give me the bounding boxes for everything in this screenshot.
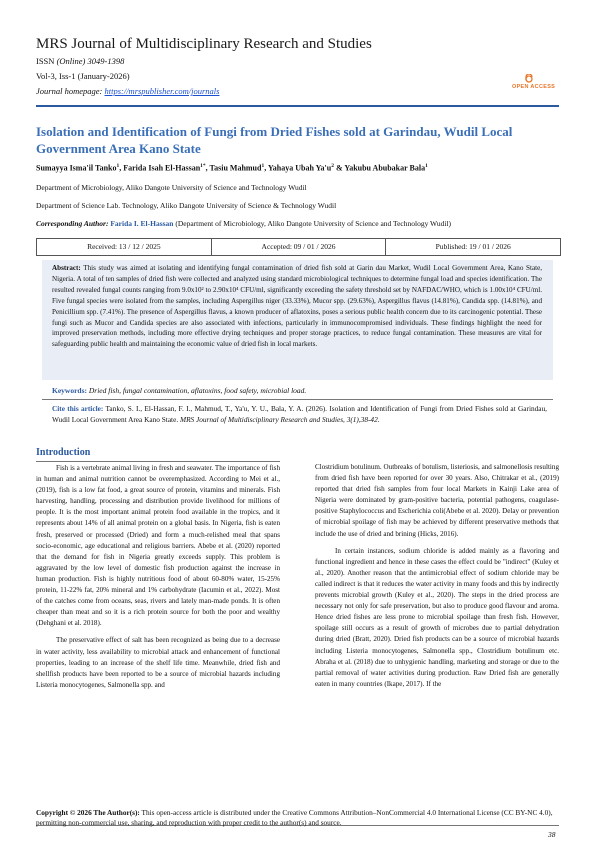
column-right: [315, 462, 559, 696]
open-access-icon: [512, 74, 560, 106]
copyright-footer: [36, 808, 559, 828]
author-affil-mark: 1: [116, 163, 120, 169]
homepage-link[interactable]: https://mrspublisher.com/journals: [104, 86, 220, 96]
open-access-label: OPEN ACCESS: [512, 84, 556, 90]
author-name: Farida Isah El-Hassan: [123, 163, 201, 173]
article-title: Isolation and Identification of Fungi from Dried Fishes sold at Garindau, Wudil Local Government Area Kano State: [36, 124, 513, 156]
published-date: Published: 19 / 01 / 2026: [435, 242, 511, 251]
author-name: Yakubu Abubakar Bala: [344, 163, 426, 173]
author-affil-mark: 2: [331, 163, 334, 169]
cite-text: Tanko, S. I., El-Hassan, F. I., Mahmud, T., Ya'u, Y. U., Bala, Y. A. (2026). Isolation and Identification of Fungi from Dried Fishes sold at Garindau, Wudil Local Government Area Kano State.: [52, 404, 548, 424]
copyright-label: Copyright © 2026 The Author(s):: [36, 808, 140, 817]
section-heading-introduction: Introduction: [36, 447, 91, 458]
journal-title: MRS Journal of Multidisciplinary Research and Studies: [36, 36, 372, 52]
header-divider: [36, 105, 559, 107]
author-affil-mark: 1: [261, 163, 265, 169]
journal-homepage: [36, 86, 219, 96]
cite-label: Cite this article:: [52, 404, 104, 413]
copyright-text: This open-access article is distributed under the Creative Commons Attribution–NonCommercial 4.0 International License (CC BY-NC 4.0), permitting non-commercial use, sharing, and reproduction with proper credit to the author(s) and source.: [36, 808, 553, 827]
author-list: Sumayya Isma'il Tanko$^1$, Farida Isah El-Hassan$^{1*}$, Tasiu Mahmud$^1$, Yahaya Ubah $Ya'u^2$ & Yakubu Abubakar Bala$^1$: [36, 163, 428, 173]
page-number: 38: [548, 830, 556, 839]
citation: [52, 404, 547, 426]
column-left: [36, 463, 280, 697]
cite-journal: MRS Journal of Multidisciplinary Research and Studies, 3(1),38-42.: [179, 414, 380, 424]
keywords: [52, 386, 552, 395]
issn-type: (Online): [56, 56, 86, 66]
issn: [36, 56, 124, 66]
author-affil-mark: 1*: [200, 163, 206, 169]
homepage-label: Journal homepage:: [36, 86, 103, 96]
issn-number: 3049-1398: [87, 56, 125, 66]
author-name: Sumayya Isma'il Tanko: [36, 163, 117, 173]
abstract: [52, 263, 542, 350]
paragraph: Fish is a vertebrate animal living in fresh and seawater. The importance of fish in human and animal nutrition cannot be overemphasized. According to Mei et al., (2019), fish is a low fat food, a great source of protein, vitamins and minerals. Fish harvesting, handling, processing and distribution provide livelihood for millions of people. It is the most important animal protein food available in the tropics, and it represents about 14% of all animal protein on a global basis. In Nigeria, fish is eaten fresh, preserved or processed (Dried) and form a much-relished meal that spans socio-economic, age educational and religious barriers. Abebe et al. (2020) reported that the demand for fish in Nigeria greatly exceeds supply. This problem is aggravated by the low level of domestic fish production against the increase in human production. Fish is highly nutritious food of about 60-80% water, 15-25% protein, 11-22% fat, 20% mineral and 1% carbohydrate (Iacumin et al., 2022). Most of the catches come from oceans, seas, rivers and lately man-made ponds. It is often cheaper than meat and so it is a rich protein source for both the poor and wealthy (Dehghani et al. 2018).: [36, 464, 280, 628]
affiliation-2: Department of Science Lab. Technology, Aliko Dangote University of Science & Technology Wudil: [36, 201, 337, 210]
author-name: Yahaya Ubah Ya'u: [267, 163, 332, 173]
keywords-text: Dried fish, fungal contamination, aflatoxins, food safety, microbial load.: [88, 386, 307, 395]
corresponding-author: [36, 219, 559, 228]
section-underline: [36, 461, 280, 462]
corresponding-name: Farida I. El-Hassan: [110, 219, 174, 228]
author-affil-mark: 1: [425, 163, 428, 169]
volume-issue: Vol-3, Iss-1 (January-2026): [36, 71, 130, 81]
corresponding-affil: (Department of Microbiology, Aliko Dangote University of Science and Technology Wudil): [175, 219, 451, 228]
abstract-label: Abstract:: [52, 264, 81, 272]
abstract-text: This study was aimed at isolating and identifying fungal contamination of dried fish sold at Garin dau Market, Wudil Local Government Area, Kano State, Nigeria. A total of ten samples of dried fish were collected and analyzed using standard microbiological techniques to determine fungal load and species identification. The resulted revealed fungal counts ranging from 9.0x10² to 2.90x10⁴ CFU/ml, significantly exceeding the safety threshold set by NAFDAC/WHO, which is 1.00x10⁴ CFU/ml. Five fungal species were isolated from the samples, including Aspergillus niger (33.33%), Mucor spp. (29.63%), Aspergillus flavus (14.81%), Candida spp. (14.81%), and Penicillium spp. (7.41%). The presence of Aspergillus flavus, a known producer of aflatoxins, poses a serious public health concern due to its carcinogenic potential. These fungi such as Mucor and Candida species are also associated with infections, particularly in immunocompromised individuals. These findings highlight the need for improved preservation methods, including more effective drying techniques and proper storage practices, to reduce fungal contamination. These measures are vital for safeguarding public health and maintaining the economic value of dried fish in local markets.: [52, 264, 542, 349]
paragraph: In certain instances, sodium chloride is added mainly as a flavoring and functional ingredient and hence in these cases the effect could be "indirect" (Kuley et al., 2020). Another reason that the antimicrobial effect of sodium chloride may be called indirect is that it reduces the water activity in many foods and this by indirectly prevents microbial growth (Kuley et al., 2020). The steps in the dried process are necessary not only for safe preservation, but also to produce good flavour and aroma. Hence dried fishes are less prone to microbial spoilage than fresh fish. However, spoilage still occurs as a result of growth of microbes due to partial dehydration during dried (Bratt, 2020). Dried fish products can be a source of microbial hazards including Listeria monocytogenes, Salmonella spp., Clostridium botulinum etc. Abraha et al. (2018) due to unhygienic handling, marketing and storage or due to the partial removal of water activities during production. Raw Dried fish are generally eaten in many countries (Ikape, 2017). If the: [315, 546, 559, 688]
keywords-divider: [42, 399, 553, 400]
paragraph: The preservative effect of salt has been recognized as being due to a decrease in water activity, less availability to microbial attack and enhancement of functional properties, leading to an increase of the shelf life time. Meanwhile, dried fish and shellfish products have been reported to be a source of microbial hazards including Listeria monocytogenes, Salmonella spp. and: [36, 636, 280, 689]
received-date: Received: 13 / 12 / 2025: [37, 239, 212, 255]
issn-label: ISSN: [36, 56, 55, 66]
accepted-date: Accepted: 09 / 01 / 2026: [212, 239, 387, 255]
author-name: Tasiu Mahmud: [209, 163, 262, 173]
affiliation-1: Department of Microbiology, Aliko Dangote University of Science and Technology Wudil: [36, 183, 307, 192]
keywords-label: Keywords:: [52, 386, 87, 395]
paragraph: Clostridium botulinum. Outbreaks of botulism, listeriosis, and salmonellosis resulting from dried fish have been reported for over 30 years. Also, Chitrakar et al., (2019) reported that dried fish samples from four local Markets in Kainji Lake area of Nigeria were dominated by gram-positive bacteria, potential pathogens, coagulase-positive Staphylococcus and Escherichia coli(Abebe et al. 2020). Delay or prevention of microbial spoilage of fish may be achieved by different preservative methods that include the use of dried and brining (Hicks, 2016).: [315, 463, 559, 538]
article-dates: [36, 238, 561, 256]
corresponding-label: Corresponding Author:: [36, 219, 109, 228]
